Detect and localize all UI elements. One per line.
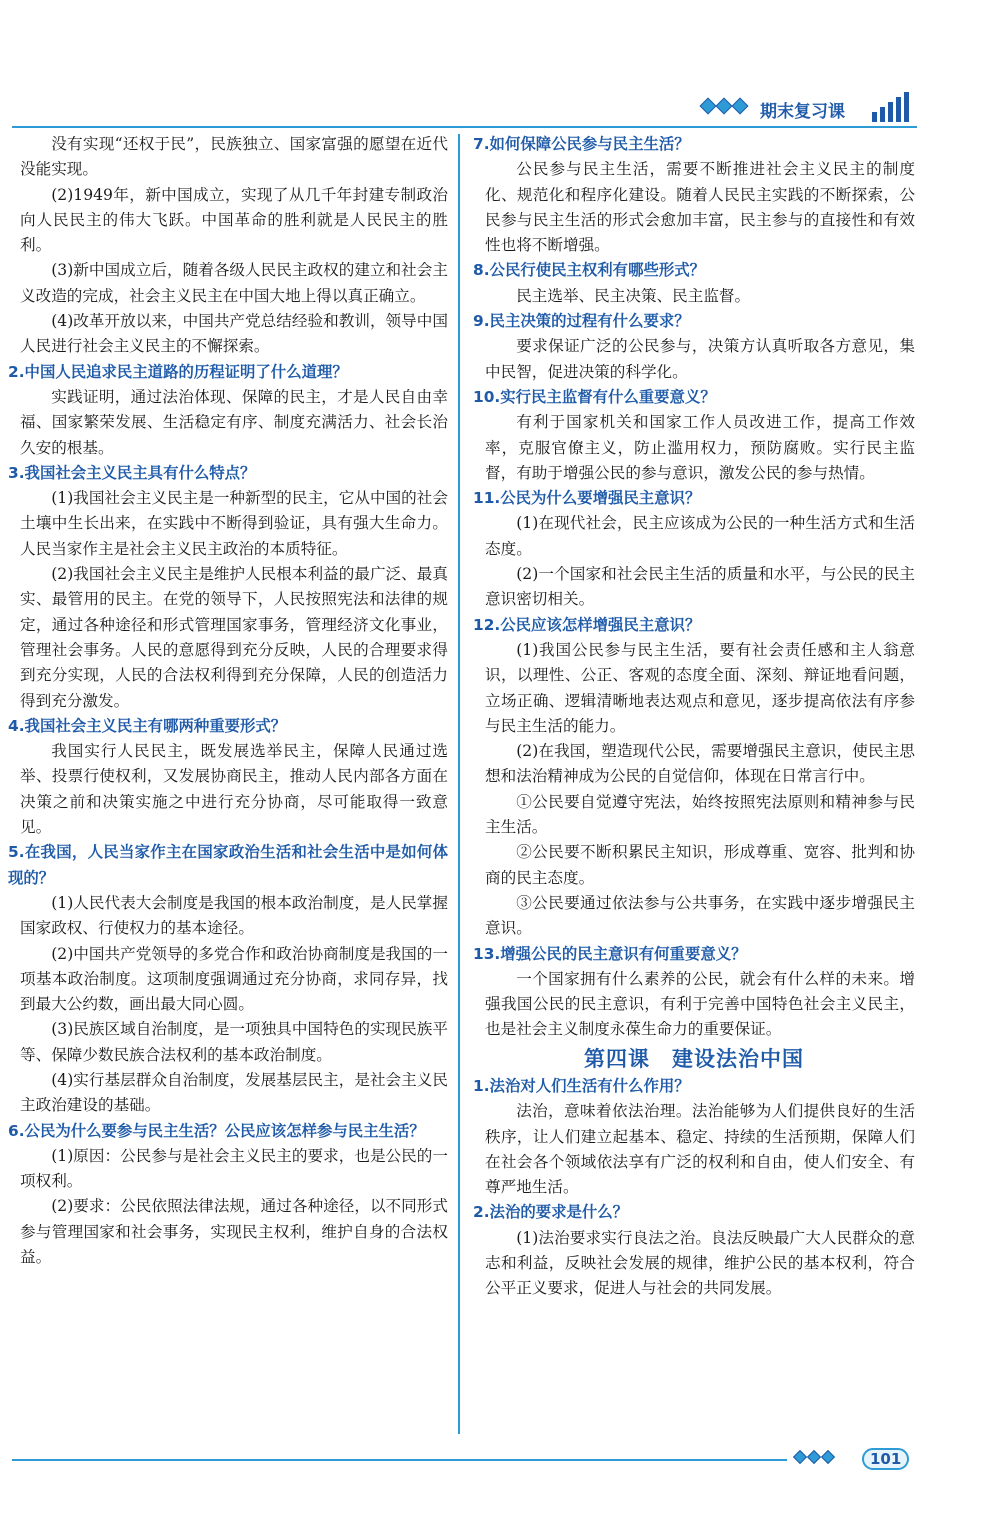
header-rule: [12, 126, 917, 128]
answer-paragraph: ②公民要不断积累民主知识，形成尊重、宽容、批判和协商的民主态度。: [485, 843, 915, 887]
page-header: [0, 88, 1000, 130]
answer-paragraph: (1)原因：公民参与是社会主义民主的要求，也是公民的一项权利。: [20, 1146, 448, 1191]
diamond-icon: [821, 1450, 835, 1464]
question-heading: 11.公民为什么要增强民主意识？: [473, 489, 701, 508]
bar-chart-icon: [872, 92, 909, 122]
question-heading: 1.法治对人们生活有什么作用？: [473, 1076, 690, 1095]
header-diamond-icons: [702, 100, 746, 112]
lesson-title: 第四课 建设法治中国: [584, 1046, 804, 1071]
answer-paragraph: (4)实行基层群众自治制度，发展基层民主，是社会主义民主政治建设的基础。: [20, 1070, 448, 1115]
answer-paragraph: 实践证明，通过法治体现、保障的民主，才是人民自由幸福、国家繁荣发展、生活稳定有序、制度充满活力、社会长治久安的根基。: [20, 387, 448, 457]
question-heading: 2.中国人民追求民主道路的历程证明了什么道理？: [8, 362, 348, 381]
answer-paragraph: (2)1949年，新中国成立，实现了从几千年封建专制政治向人民民主的伟大飞跃。中国革命的胜利就是人民民主的胜利。: [20, 185, 448, 255]
answer-paragraph: 有利于国家机关和国家工作人员改进工作，提高工作效率，克服官僚主义，防止滥用权力，预防腐败。实行民主监督，有助于增强公民的参与意识，激发公民的参与热情。: [485, 413, 915, 482]
answer-paragraph: 公民参与民主生活，需要不断推进社会主义民主的制度化、规范化和程序化建设。随着人民民主实践的不断探索，公民参与民主生活的形式会愈加丰富，民主参与的直接性和有效性也将不断增强。: [485, 160, 915, 255]
answer-paragraph: (1)我国公民参与民主生活，要有社会责任感和主人翁意识，以理性、公正、客观的态度全面、深刻、辩证地看问题，立场正确、逻辑清晰地表达观点和意见，逐步提高依法有序参与民主生活的能力。: [485, 640, 915, 735]
section-title: 期末复习课: [760, 102, 845, 122]
diamond-icon: [716, 98, 733, 115]
answer-paragraph: 没有实现“还权于民”，民族独立、国家富强的愿望在近代没能实现。: [20, 135, 448, 179]
answer-paragraph: (2)我国社会主义民主是维护人民根本利益的最广泛、最真实、最管用的民主。在党的领导下，人民按照宪法和法律的规定，通过各种途径和形式管理国家事务，管理经济文化事业，管理社会事务。人民的意愿得到充分反映，人民的合理要求得到充分实现，人民的合法权利得到充分保障，人民的创造活力得到充分激发。: [20, 565, 448, 710]
question-heading: 5.在我国，人民当家作主在国家政治生活和社会生活中是如何体现的？: [8, 843, 448, 887]
answer-paragraph: 一个国家拥有什么素养的公民，就会有什么样的未来。增强我国公民的民主意识，有利于完善中国特色社会主义民主，也是社会主义制度永葆生命力的重要保证。: [485, 969, 915, 1039]
answer-paragraph: ③公民要通过依法参与公共事务，在实践中逐步增强民主意识。: [485, 893, 915, 938]
question-heading: 13.增强公民的民主意识有何重要意义？: [473, 944, 747, 963]
page-number: 101: [862, 1448, 909, 1470]
answer-paragraph: (4)改革开放以来，中国共产党总结经验和教训，领导中国人民进行社会主义民主的不懈探索。: [20, 312, 448, 356]
question-heading: 9.民主决策的过程有什么要求？: [473, 312, 690, 331]
answer-paragraph: (1)人民代表大会制度是我国的根本政治制度，是人民掌握国家政权、行使权力的基本途径。: [20, 893, 448, 938]
answer-paragraph: (2)在我国，塑造现代公民，需要增强民主意识，使民主思想和法治精神成为公民的自觉信仰，体现在日常言行中。: [485, 742, 915, 786]
answer-paragraph: 民主选举、民主决策、民主监督。: [516, 286, 751, 305]
answer-paragraph: (1)法治要求实行良法之治。良法反映最广大人民群众的意志和利益，反映社会发展的规律，维护公民的基本权利，符合公平正义要求，促进人与社会的共同发展。: [485, 1228, 915, 1298]
answer-paragraph: (1)在现代社会，民主应该成为公民的一种生活方式和生活态度。: [485, 514, 915, 558]
question-heading: 12.公民应该怎样增强民主意识？: [473, 615, 701, 634]
right-column: [473, 132, 915, 1302]
page-footer: [0, 1450, 1000, 1496]
diamond-icon: [732, 98, 749, 115]
answer-paragraph: (1)我国社会主义民主是一种新型的民主，它从中国的社会土壤中生长出来，在实践中不断得到验证，具有强大生命力。人民当家作主是社会主义民主政治的本质特征。: [20, 489, 448, 558]
question-heading: 6.公民为什么要参与民主生活？公民应该怎样参与民主生活？: [8, 1121, 425, 1140]
answer-paragraph: ①公民要自觉遵守宪法，始终按照宪法原则和精神参与民主生活。: [485, 792, 915, 837]
left-column: [8, 132, 448, 1270]
question-heading: 7.如何保障公民参与民主生活？: [473, 135, 690, 153]
answer-paragraph: 要求保证广泛的公民参与，决策方认真听取各方意见，集中民智，促进决策的科学化。: [485, 337, 915, 381]
question-heading: 8.公民行使民主权利有哪些形式？: [473, 261, 706, 280]
answer-paragraph: 法治，意味着依法治理。法治能够为人们提供良好的生活秩序，让人们建立起基本、稳定、持续的生活预期，保障人们在社会各个领域依法享有广泛的权利和自由，使人们安全、有尊严地生活。: [485, 1102, 915, 1197]
diamond-icon: [793, 1450, 807, 1464]
diamond-icon: [700, 98, 717, 115]
answer-paragraph: (3)民族区域自治制度，是一项独具中国特色的实现民族平等、保障少数民族合法权利的基本政治制度。: [20, 1020, 448, 1064]
answer-paragraph: (2)要求：公民依照法律法规，通过各种途径，以不同形式参与管理国家和社会事务，实现民主权利，维护自身的合法权益。: [20, 1197, 448, 1267]
answer-paragraph: (3)新中国成立后，随着各级人民民主政权的建立和社会主义改造的完成，社会主义民主在中国大地上得以真正确立。: [20, 261, 448, 305]
column-divider: [458, 134, 460, 1434]
answer-paragraph: 我国实行人民民主，既发展选举民主，保障人民通过选举、投票行使权利，又发展协商民主，推动人民内部各方面在决策之前和决策实施之中进行充分协商，尽可能取得一致意见。: [20, 742, 448, 837]
footer-rule: [12, 1459, 787, 1461]
question-heading: 4.我国社会主义民主有哪两种重要形式？: [8, 716, 287, 735]
question-heading: 2.法治的要求是什么？: [473, 1203, 629, 1222]
question-heading: 3.我国社会主义民主具有什么特点？: [8, 463, 256, 482]
diamond-icon: [807, 1450, 821, 1464]
question-heading: 10.实行民主监督有什么重要意义？: [473, 387, 716, 406]
answer-paragraph: (2)中国共产党领导的多党合作和政治协商制度是我国的一项基本政治制度。这项制度强调通过充分协商，求同存异，找到最大公约数，画出最大同心圆。: [20, 944, 448, 1014]
footer-diamond-icons: [795, 1452, 833, 1462]
answer-paragraph: (2)一个国家和社会民主生活的质量和水平，与公民的民主意识密切相关。: [485, 565, 915, 609]
